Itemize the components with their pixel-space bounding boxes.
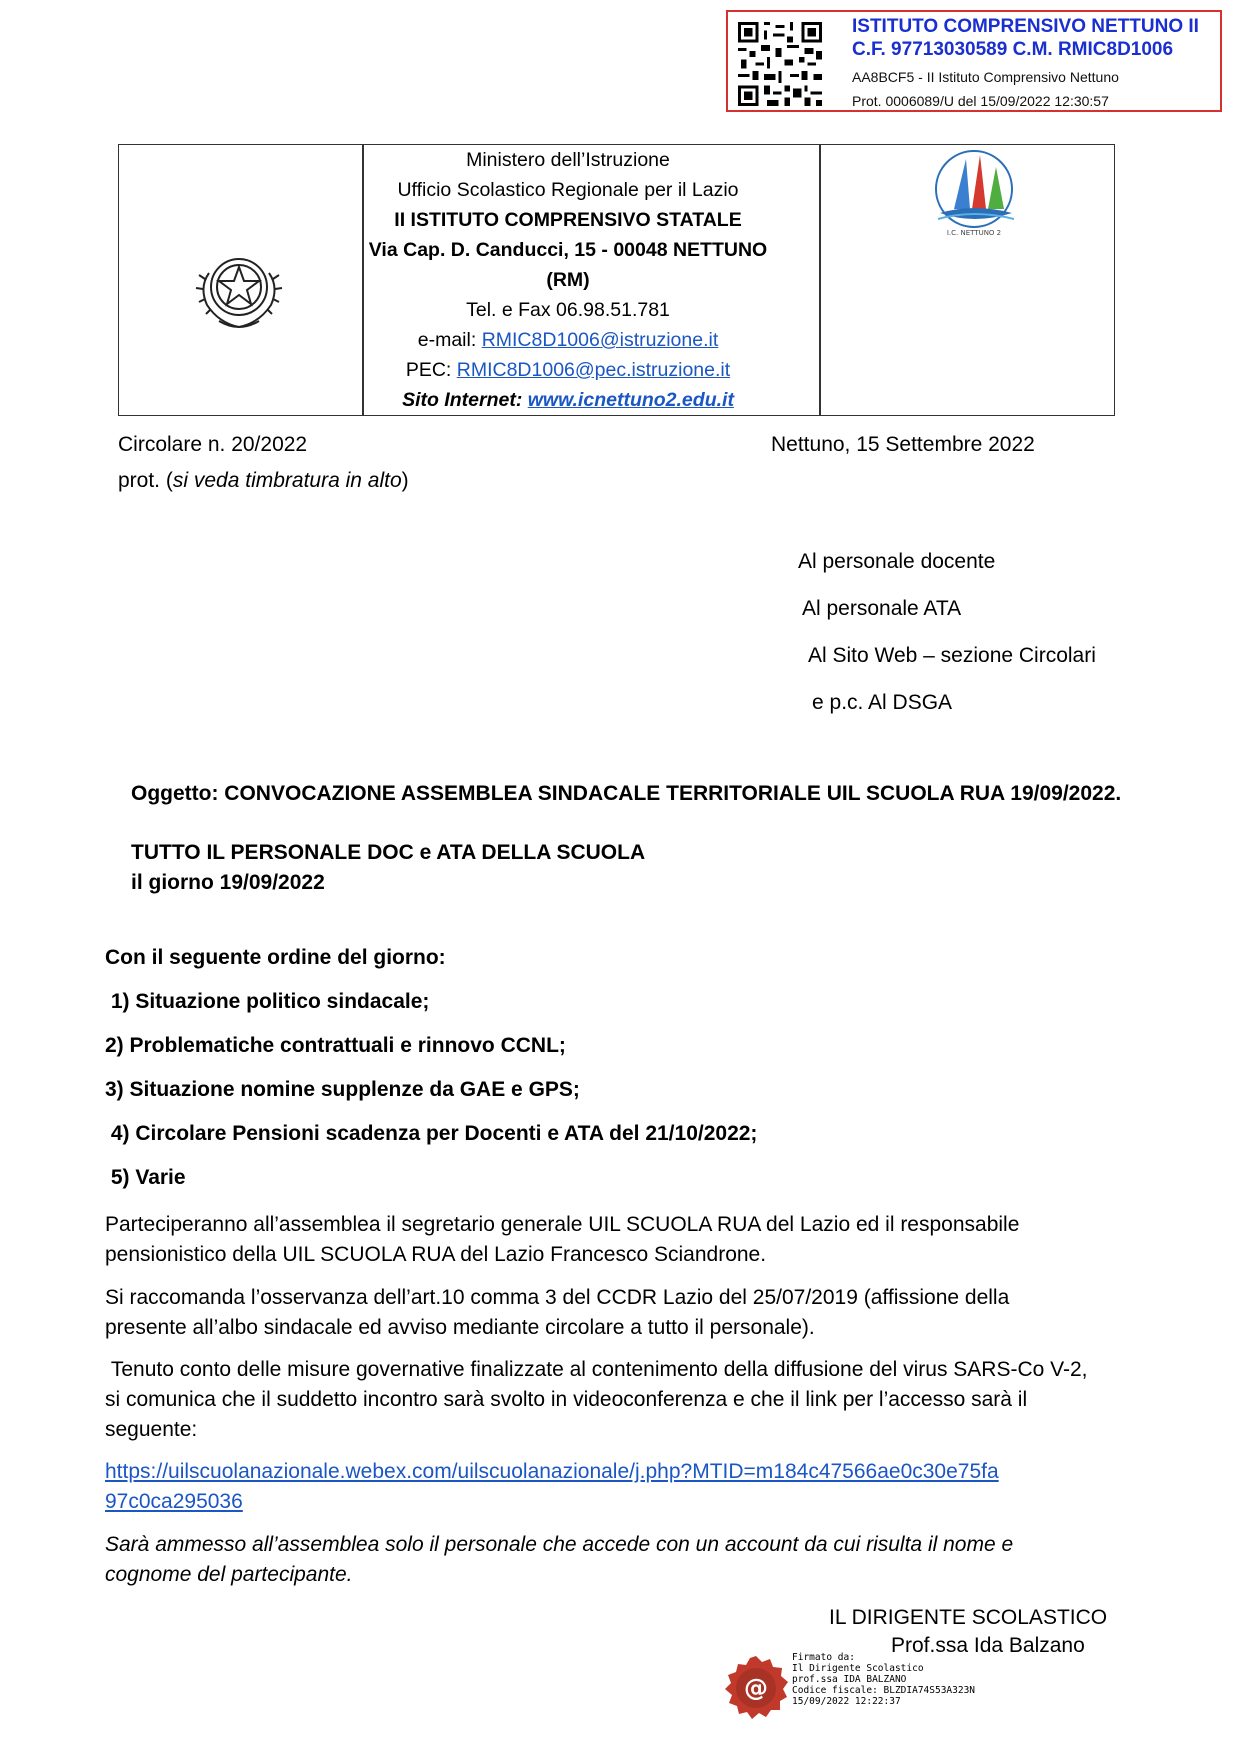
protocol-italic: si veda timbratura in alto [172, 469, 402, 492]
signatory-name: Prof.ssa Ida Balzano [891, 1634, 1085, 1657]
protocol-stamp [726, 10, 1222, 112]
circular-number: Circolare n. 20/2022 [118, 433, 308, 456]
protocol-note [118, 466, 409, 496]
subject-line: Oggetto: CONVOCAZIONE ASSEMBLEA SINDACALE TERRITORIALE UIL SCUOLA RUA 19/09/2022. [131, 782, 1122, 805]
webex-link-continuation[interactable]: 97c0ca295036 [105, 1490, 243, 1513]
paragraph-videoconference: Tenuto conto delle misure governative finalizzate al contenimento della diffusione del virus SARS-Co V-2, si comunica che il suddetto incontro sarà svolto in videoconferenza e che il link per l’accesso sarà il seguente: [105, 1358, 1094, 1441]
stamp-tax-code: C.F. 97713030589 C.M. RMIC8D1006 [852, 39, 1174, 60]
email-row [363, 325, 773, 355]
site-label: Sito Internet: [402, 389, 528, 411]
place-date: Nettuno, 15 Settembre 2022 [771, 433, 1035, 456]
agenda-item: 1) Situazione politico sindacale; [105, 990, 430, 1013]
qr-code-icon [736, 22, 824, 106]
webex-link[interactable]: https://uilscuolanazionale.webex.com/uilscuolanazionale/j.php?MTID=m184c47566ae0c30e75fa [105, 1460, 999, 1483]
digital-signature-seal-icon [722, 1654, 790, 1722]
email-link[interactable]: RMIC8D1006@istruzione.it [481, 329, 719, 351]
protocol-prefix: prot. ( [118, 469, 173, 492]
meeting-date-line: il giorno 19/09/2022 [131, 871, 325, 894]
recipient-item: Al personale docente [798, 550, 996, 573]
agenda-item: 3) Situazione nomine supplenze da GAE e GPS; [105, 1078, 580, 1101]
paragraph-regulation: Si raccomanda l’osservanza dell’art.10 comma 3 del CCDR Lazio del 25/07/2019 (affissione della presente all’albo sindacale ed avviso mediante circolare a tutto il personale). [105, 1286, 1010, 1339]
website-link[interactable]: www.icnettuno2.edu.it [527, 389, 734, 411]
school-address: Via Cap. D. Canducci, 15 - 00048 NETTUNO [368, 239, 768, 261]
logo-caption: I.C. NETTUNO 2 [946, 229, 1002, 237]
signatory-role: IL DIRIGENTE SCOLASTICO [829, 1606, 1108, 1629]
paragraph-access-note: Sarà ammesso all’assemblea solo il personale che accede con un account da cui risulta il nome e cognome del partecipante. [105, 1533, 1014, 1586]
pec-link[interactable]: RMIC8D1006@pec.istruzione.it [456, 359, 731, 381]
school-phone: Tel. e Fax 06.98.51.781 [466, 299, 670, 321]
digital-signature-details: Firmato da: Il Dirigente Scolastico prof.ssa IDA BALZANO Codice fiscale: BLZDIA74S53A323N 15/09/2022 12:22:37 [792, 1652, 976, 1707]
pec-row [363, 355, 773, 385]
institution-info [363, 145, 773, 415]
paragraph-participants: Parteciperanno all’assemblea il segretario generale UIL SCUOLA RUA del Lazio ed il responsabile pensionistico della UIL SCUOLA RUA del Lazio Francesco Sciandrone. [105, 1213, 1020, 1266]
italian-republic-emblem-icon [189, 243, 289, 335]
agenda-item: 4) Circolare Pensioni scadenza per Docenti e ATA del 21/10/2022; [105, 1122, 758, 1145]
table-divider [819, 145, 821, 415]
recipient-item: Al Sito Web – sezione Circolari [808, 644, 1096, 667]
school-province: (RM) [546, 269, 590, 291]
stamp-protocol: Prot. 0006089/U del 15/09/2022 12:30:57 [852, 93, 1109, 109]
regional-office: Ufficio Scolastico Regionale per il Lazio [397, 179, 739, 201]
recipient-item: Al personale ATA [802, 597, 962, 620]
email-label: e-mail: [417, 329, 482, 351]
stamp-aoo: AA8BCF5 - II Istituto Comprensivo Nettuno [852, 69, 1119, 85]
audience-line: TUTTO IL PERSONALE DOC e ATA DELLA SCUOLA [131, 841, 646, 864]
school-sailboat-logo-icon [914, 145, 1034, 241]
protocol-suffix: ) [401, 469, 409, 492]
pec-label: PEC: [405, 359, 457, 381]
recipient-item: e p.c. Al DSGA [812, 691, 953, 714]
ministry-name: Ministero dell’Istruzione [466, 149, 670, 171]
svg-text:@: @ [744, 1674, 768, 1702]
letterhead-table [118, 144, 1115, 416]
agenda-item: 5) Varie [105, 1166, 186, 1189]
agenda-item: 2) Problematiche contrattuali e rinnovo CCNL; [105, 1034, 566, 1057]
agenda-title: Con il seguente ordine del giorno: [105, 946, 446, 969]
stamp-school-name: ISTITUTO COMPRENSIVO NETTUNO II [852, 16, 1199, 37]
school-name: II ISTITUTO COMPRENSIVO STATALE [394, 209, 742, 231]
site-row [363, 385, 773, 415]
